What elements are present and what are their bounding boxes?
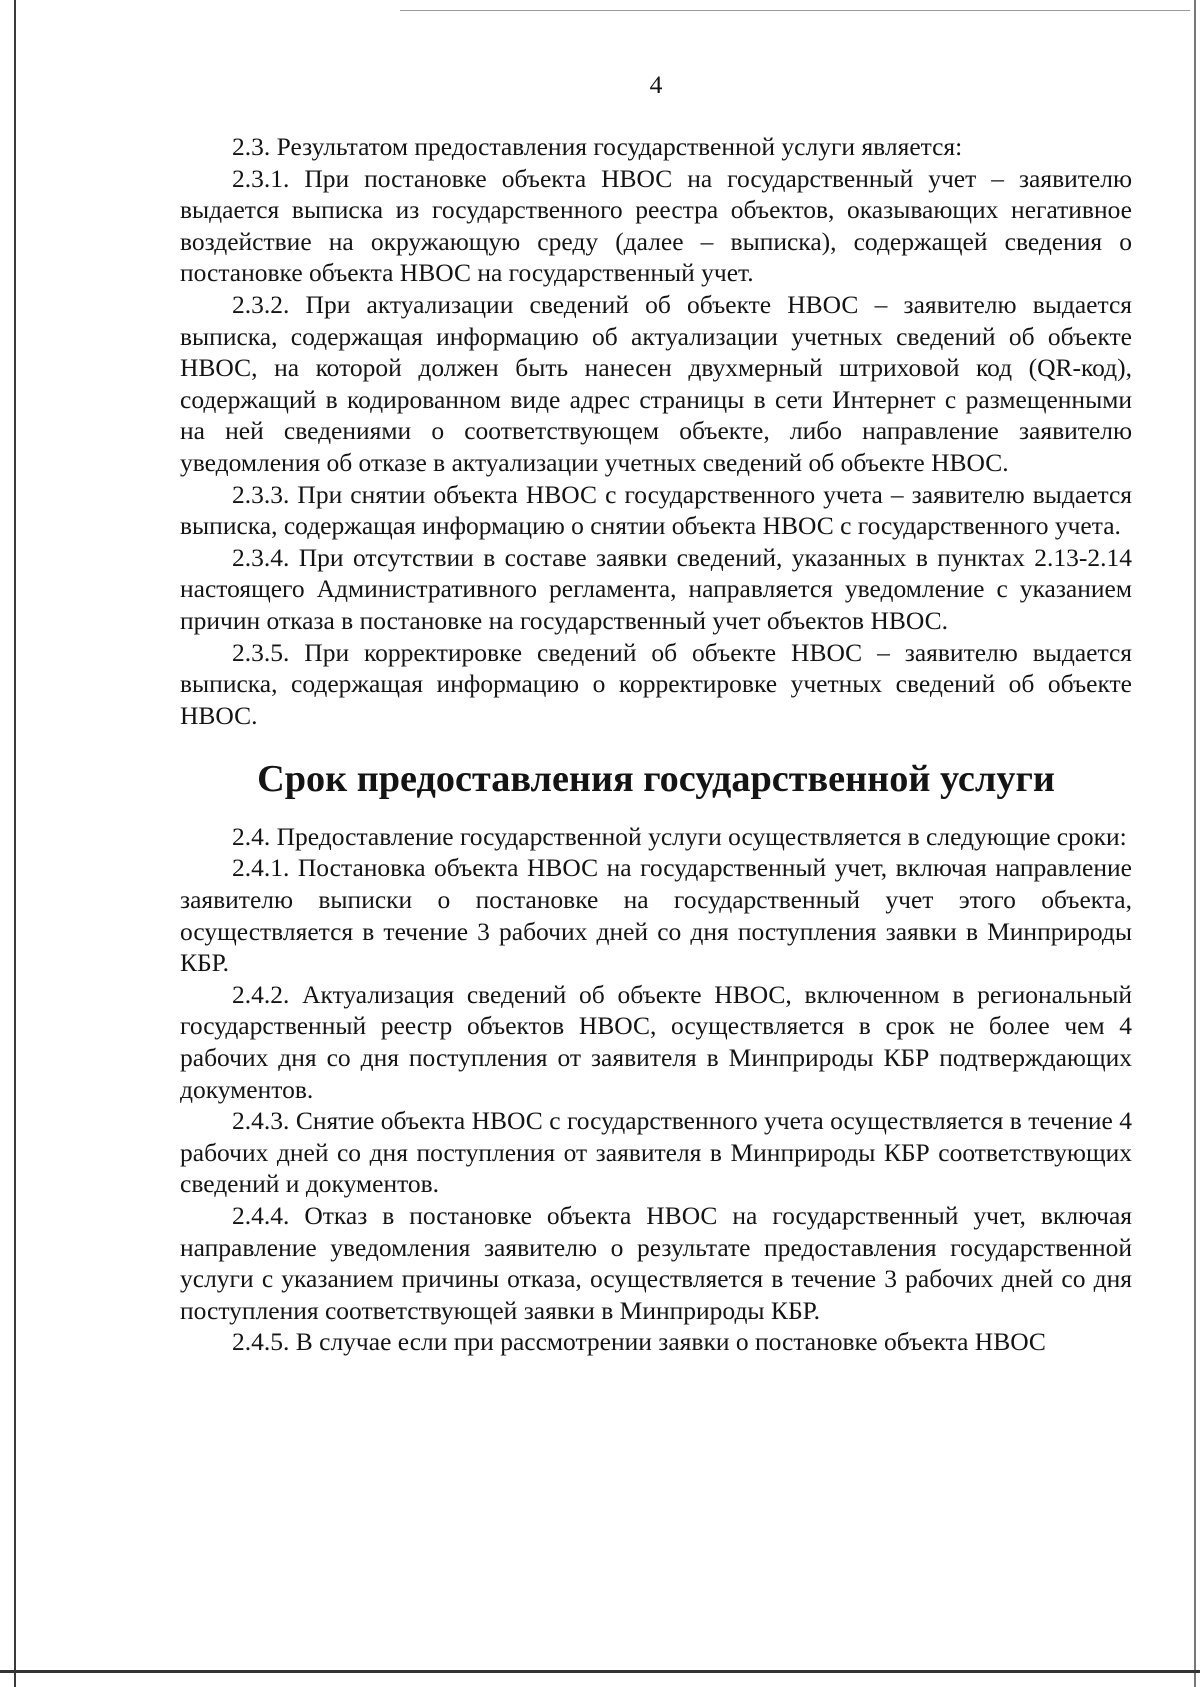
paragraph-2-3: 2.3. Результатом предоставления государственной услуги является: [232,132,963,161]
paragraph-2-3-4: 2.3.4. При отсутствии в составе заявки сведений, указанных в пунктах 2.13-2.14 настоящего Административного регламента, направляется уведомление с указанием причин отказа в постановке на государственный учет объектов НВОС. [180,542,1132,635]
scan-edge-right [1194,0,1196,1687]
page-number: 4 [649,70,663,99]
paragraph-2-4-5: 2.4.5. В случае если при рассмотрении заявки о постановке объекта НВОС [232,1327,1046,1357]
paragraph-2-4: 2.4. Предоставление государственной услуги осуществляется в следующие сроки: [232,821,1127,851]
paragraph-2-3-1: 2.3.1. При постановке объекта НВОС на государственный учет – заявителю выдается выписка из государственного реестра объектов, оказывающих негативное воздействие на окружающую среду (далее – выписка), содержащей сведения о постановке объекта НВОС на государственный учет. [180,163,1132,288]
paragraph-2-4-4: 2.4.4. Отказ в постановке объекта НВОС на государственный учет, включая направление уведомления заявителю о результате предоставления государственной услуги с указанием причины отказа, осуществляется в течение 3 рабочих дней со дня поступления соответствующей заявки в Минприроды КБР. [180,1201,1132,1325]
scan-edge-top [400,10,1190,11]
section-heading: Срок предоставления государственной услуги [257,758,1055,801]
paragraph-2-4-2: 2.4.2. Актуализация сведений об объекте НВОС, включенном в региональный государственный реестр объектов НВОС, осуществляется в срок не более чем 4 рабочих дня со дня поступления от заявителя в Минприроды КБР подтверждающих документов. [180,979,1132,1104]
scan-edge-left [14,0,16,1687]
paragraph-2-3-5: 2.3.5. При корректировке сведений об объекте НВОС – заявителю выдается выписка, содержащая информацию о корректировке учетных сведений об объекте НВОС. [180,637,1132,730]
document-body [180,68,1132,1358]
paragraph-2-4-3: 2.4.3. Снятие объекта НВОС с государственного учета осуществляется в течение 4 рабочих дней со дня поступления от заявителя в Минприроды КБР соответствующих сведений и документов. [180,1106,1132,1199]
paragraph-2-4-1: 2.4.1. Постановка объекта НВОС на государственный учет, включая направление заявителю выписки о постановке на государственный учет этого объекта, осуществляется в течение 3 рабочих дней со дня поступления заявки в Минприроды КБР. [180,853,1132,978]
scan-edge-bottom [0,1670,1200,1673]
paragraph-2-3-2: 2.3.2. При актуализации сведений об объекте НВОС – заявителю выдается выписка, содержащая информацию об актуализации учетных сведений об объекте НВОС, на которой должен быть нанесен двухмерный штриховой код (QR-код), содержащий в кодированном виде адрес страницы в сети Интернет с размещенными на ней сведениями о соответствующем объекте, либо направление заявителю уведомления об отказе в актуализации учетных сведений об объекте НВОС. [180,289,1132,477]
paragraph-2-3-3: 2.3.3. При снятии объекта НВОС с государственного учета – заявителю выдается выписка, содержащая информацию о снятии объекта НВОС с государственного учета. [180,479,1132,541]
